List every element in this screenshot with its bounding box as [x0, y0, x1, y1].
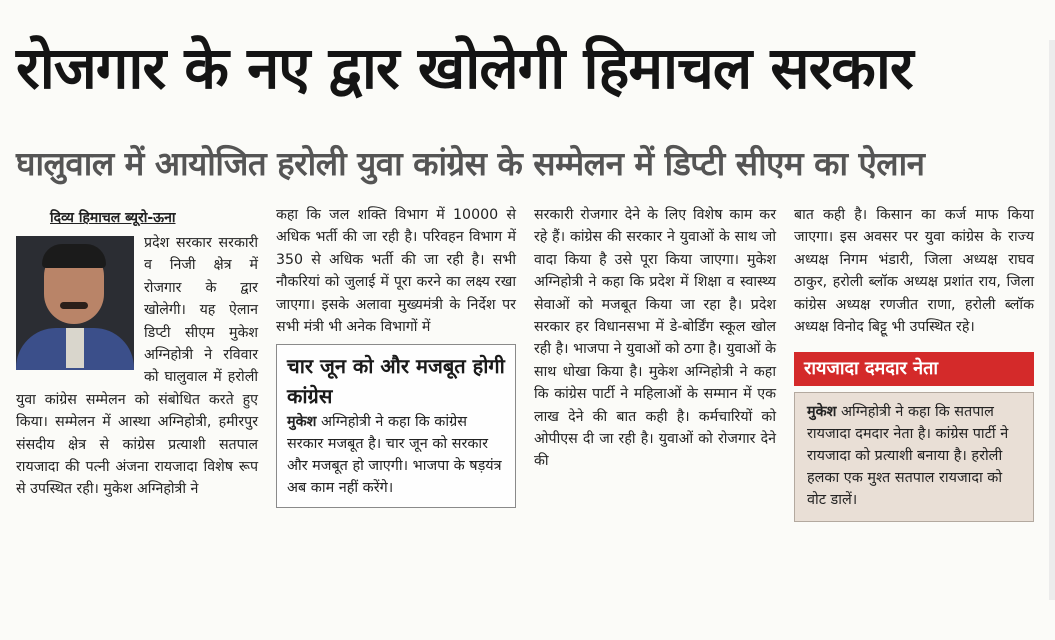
sidebar-box-congress: [276, 344, 516, 508]
portrait-photo: [16, 236, 134, 370]
box-lead: मुकेश: [807, 404, 837, 421]
page-edge: [1049, 40, 1055, 600]
box-body: [287, 411, 505, 499]
column-1-text: प्रदेश सरकार सरकारी व निजी क्षेत्र में रोजगार के द्वार खोलेगी। यह ऐलान डिप्टी सीएम मुकेश अग्निहोत्री ने रविवार को घालुवाल में हरोली युवा कांग्रेस सम्मेलन को संबोधित करते हुए किया। सम्मेलन में आस्था अग्निहोत्री, हमीरपुर संसदीय क्षेत्र से कांग्रेस प्रत्याशी सतपाल रायजादा की पत्नी अंजना रायजादा विशेष रूप से उपस्थित रही। मुकेश अग्निहोत्री ने: [16, 235, 258, 498]
column-1: [16, 204, 258, 501]
column-2: [276, 204, 516, 508]
subheadline: घालुवाल में आयोजित हरोली युवा कांग्रेस के सम्मेलन में डिप्टी सीएम का ऐलान: [16, 144, 925, 183]
byline: दिव्य हिमाचल ब्यूरो-ऊना: [50, 210, 176, 226]
column-3-text: सरकारी रोजगार देने के लिए विशेष काम कर रहे हैं। कांग्रेस की सरकार ने युवाओं के साथ जो वादा किया है उसे पूरा किया जाएगा। मुकेश अग्निहोत्री ने कहा कि प्रदेश में शिक्षा व स्वास्थ्य सेवाओं को मजबूत किया जा रहा है। प्रदेश सरकार हर विधानसभा में डे-बोर्डिंग स्कूल खोल रही है। भाजपा ने युवाओं को ठगा है। युवाओं के साथ धोखा किया है। मुकेश अग्निहोत्री ने कहा कि कांग्रेस पार्टी ने महिलाओं के सम्मान में एक लाख देने की बात कही है। कर्मचारियों को ओपीएस दी जा रही है। युवाओं को रोजगार देने की: [534, 207, 776, 470]
column-4-text: बात कही है। किसान का कर्ज माफ किया जाएगा। इस अवसर पर युवा कांग्रेस के राज्य अध्यक्ष निगम भंडारी, जिला अध्यक्ष राघव ठाकुर, हरोली ब्लॉक अध्यक्ष प्रशांत राय, जिला कांग्रेस अध्यक्ष रणजीत राणा, हरोली ब्लॉक अध्यक्ष विनोद बिट्टू भी उपस्थित रहे।: [794, 207, 1034, 336]
box-text: अग्निहोत्री ने कहा कि कांग्रेस सरकार मजबूत है। चार जून को सरकार और मजबूत हो जाएगी। भाजपा के षड़यंत्र अब काम नहीं करेंगे।: [287, 414, 502, 497]
box-lead: मुकेश: [287, 414, 317, 431]
headline: रोजगार के नए द्वार खोलेगी हिमाचल सरकार: [16, 34, 913, 102]
column-3: [534, 204, 776, 473]
sidebar-box-raizada: [794, 392, 1034, 522]
box-heading: चार जून को और मजबूत होगी कांग्रेस: [287, 354, 505, 409]
box-text: अग्निहोत्री ने कहा कि सतपाल रायजादा दमदार नेता है। कांग्रेस पार्टी ने रायजादा को प्रत्याशी बनाया है। हरोली हलका एक मुश्त सतपाल रायजादा को वोट डालें।: [807, 404, 1009, 509]
red-box-heading: रायजादा दमदार नेता: [794, 352, 1034, 386]
column-4: [794, 204, 1034, 522]
column-2-text: कहा कि जल शक्ति विभाग में 10000 से अधिक भर्ती की जा रही है। परिवहन विभाग में 350 से अधिक भर्ती की जा रही है। सभी नौकरियां को जुलाई में पूरा करने का लक्ष्य रखा जाएगा। इसके अलावा मुख्यमंत्री के निर्देश पर सभी मंत्री भी अनेक विभागों में: [276, 207, 516, 336]
